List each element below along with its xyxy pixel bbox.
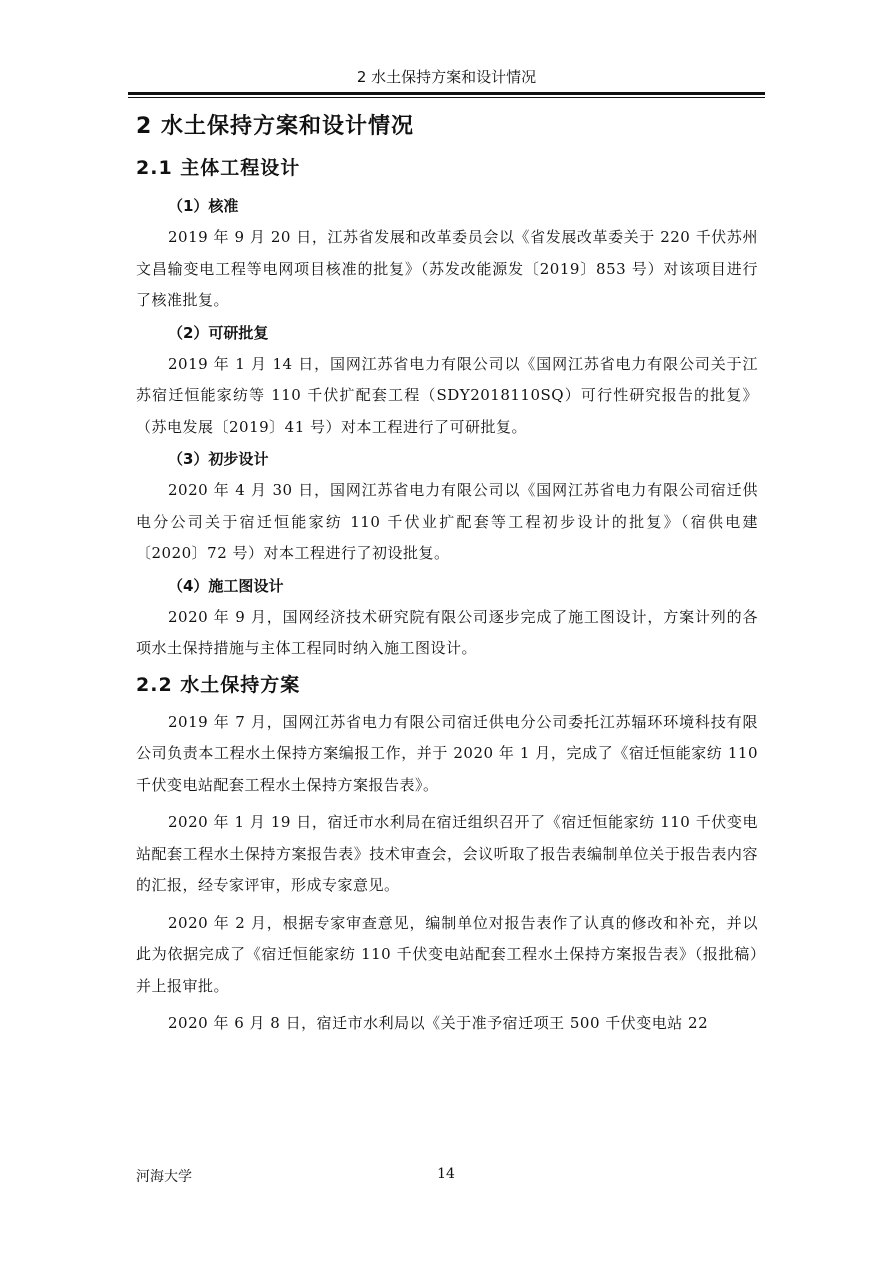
running-header: 2 水土保持方案和设计情况	[356, 68, 537, 86]
subheading-preliminary-design: （3）初步设计	[168, 450, 269, 468]
section-title-2-2: 2.2 水土保持方案	[136, 673, 301, 696]
paragraph-construction-drawing: 2020 年 9 月，国网经济技术研究院有限公司逐步完成了施工图设计，方案计列的各项水土保持措施与主体工程同时纳入施工图设计。	[136, 607, 758, 657]
header-rule-thin	[128, 97, 765, 98]
paragraph-plan-1: 2019 年 7 月，国网江苏省电力有限公司宿迁供电分公司委托江苏辐环环境科技有限公司负责本工程水土保持方案编报工作，并于 2020 年 1 月，完成了《宿迁恒能家纺 110 千伏变电站配套工程水土保持方案报告表》。	[136, 712, 758, 794]
paragraph-preliminary-design: 2020 年 4 月 30 日，国网江苏省电力有限公司以《国网江苏省电力有限公司宿迁供电分公司关于宿迁恒能家纺 110 千伏业扩配套等工程初步设计的批复》（宿供电建〔2020〕72 号）对本工程进行了初设批复。	[136, 481, 758, 562]
header-rule-thick	[128, 92, 765, 95]
footer-institution: 河海大学	[136, 1169, 192, 1185]
paragraph-approval: 2019 年 9 月 20 日，江苏省发展和改革委员会以《省发展改革委关于 220 千伏苏州文昌输变电工程等电网项目核准的批复》（苏发改能源发〔2019〕853 号）对该项目进行了核准批复。	[136, 228, 758, 309]
paragraph-plan-4: 2020 年 6 月 8 日，宿迁市水利局以《关于准予宿迁项王 500 千伏变电站 22	[168, 1014, 709, 1032]
chapter-title: 2 水土保持方案和设计情况	[136, 114, 414, 139]
subheading-approval: （1）核准	[168, 197, 239, 215]
paragraph-plan-2: 2020 年 1 月 19 日，宿迁市水利局在宿迁组织召开了《宿迁恒能家纺 110 千伏变电站配套工程水土保持方案报告表》技术审查会，会议听取了报告表编制单位关于报告表内容的汇报，经专家评审，形成专家意见。	[136, 813, 758, 894]
page-number: 14	[437, 1166, 455, 1182]
section-title-2-1: 2.1 主体工程设计	[136, 157, 301, 179]
paragraph-feasibility: 2019 年 1 月 14 日，国网江苏省电力有限公司以《国网江苏省电力有限公司关于江苏宿迁恒能家纺等 110 千伏扩配套工程（SDY2018110SQ）可行性研究报告的批复》（苏电发展〔2019〕41 号）对本工程进行了可研批复。	[136, 354, 758, 436]
subheading-construction-drawing: （4）施工图设计	[168, 576, 284, 595]
subheading-feasibility: （2）可研批复	[168, 323, 269, 342]
paragraph-plan-3: 2020 年 2 月，根据专家审查意见，编制单位对报告表作了认真的修改和补充，并以此为依据完成了《宿迁恒能家纺 110 千伏变电站配套工程水土保持方案报告表》（报批稿）并上报审批。	[136, 913, 758, 995]
page-content	[136, 112, 758, 1040]
